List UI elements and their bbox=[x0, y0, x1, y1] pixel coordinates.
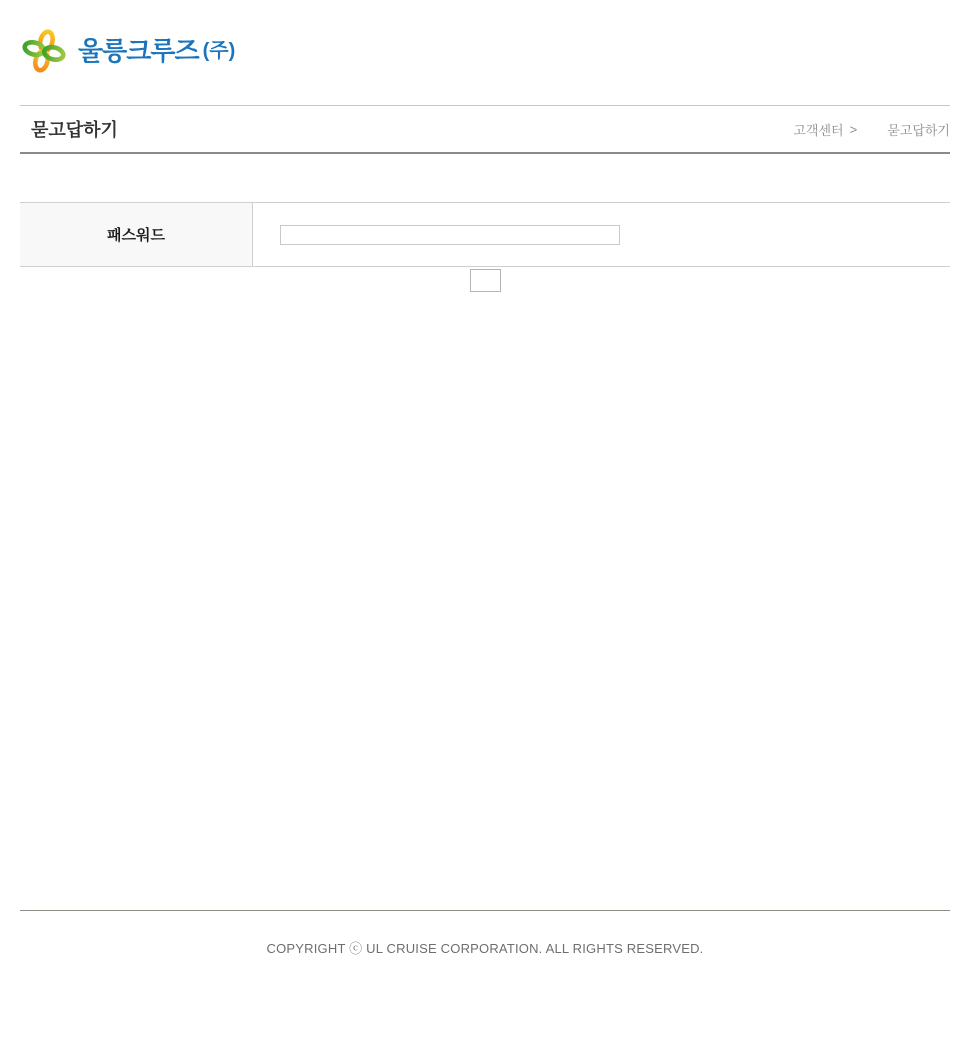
logo-suffix-text: (주) bbox=[202, 40, 236, 62]
page-footer bbox=[20, 910, 950, 957]
copyright-text: COPYRIGHT ⓒ UL CRUISE CORPORATION. ALL RIGHTS RESERVED. bbox=[266, 941, 704, 956]
logo[interactable] bbox=[22, 27, 235, 75]
confirm-button[interactable] bbox=[470, 269, 501, 292]
password-input-cell bbox=[253, 203, 950, 266]
password-label: 패스워드 bbox=[107, 227, 165, 244]
password-input[interactable] bbox=[280, 225, 620, 245]
flower-pinwheel-icon bbox=[22, 28, 66, 74]
breadcrumb bbox=[793, 120, 950, 139]
logo-brand-text: 울릉크루즈 bbox=[78, 36, 199, 66]
password-check-table bbox=[20, 202, 950, 267]
breadcrumb-parent[interactable]: 고객센터 bbox=[793, 122, 844, 138]
password-label-cell bbox=[20, 203, 253, 266]
breadcrumb-separator-icon: > bbox=[849, 121, 858, 137]
page-title: 묻고답하기 bbox=[31, 120, 118, 140]
title-bar bbox=[20, 105, 950, 154]
breadcrumb-current[interactable]: 묻고답하기 bbox=[887, 122, 950, 138]
